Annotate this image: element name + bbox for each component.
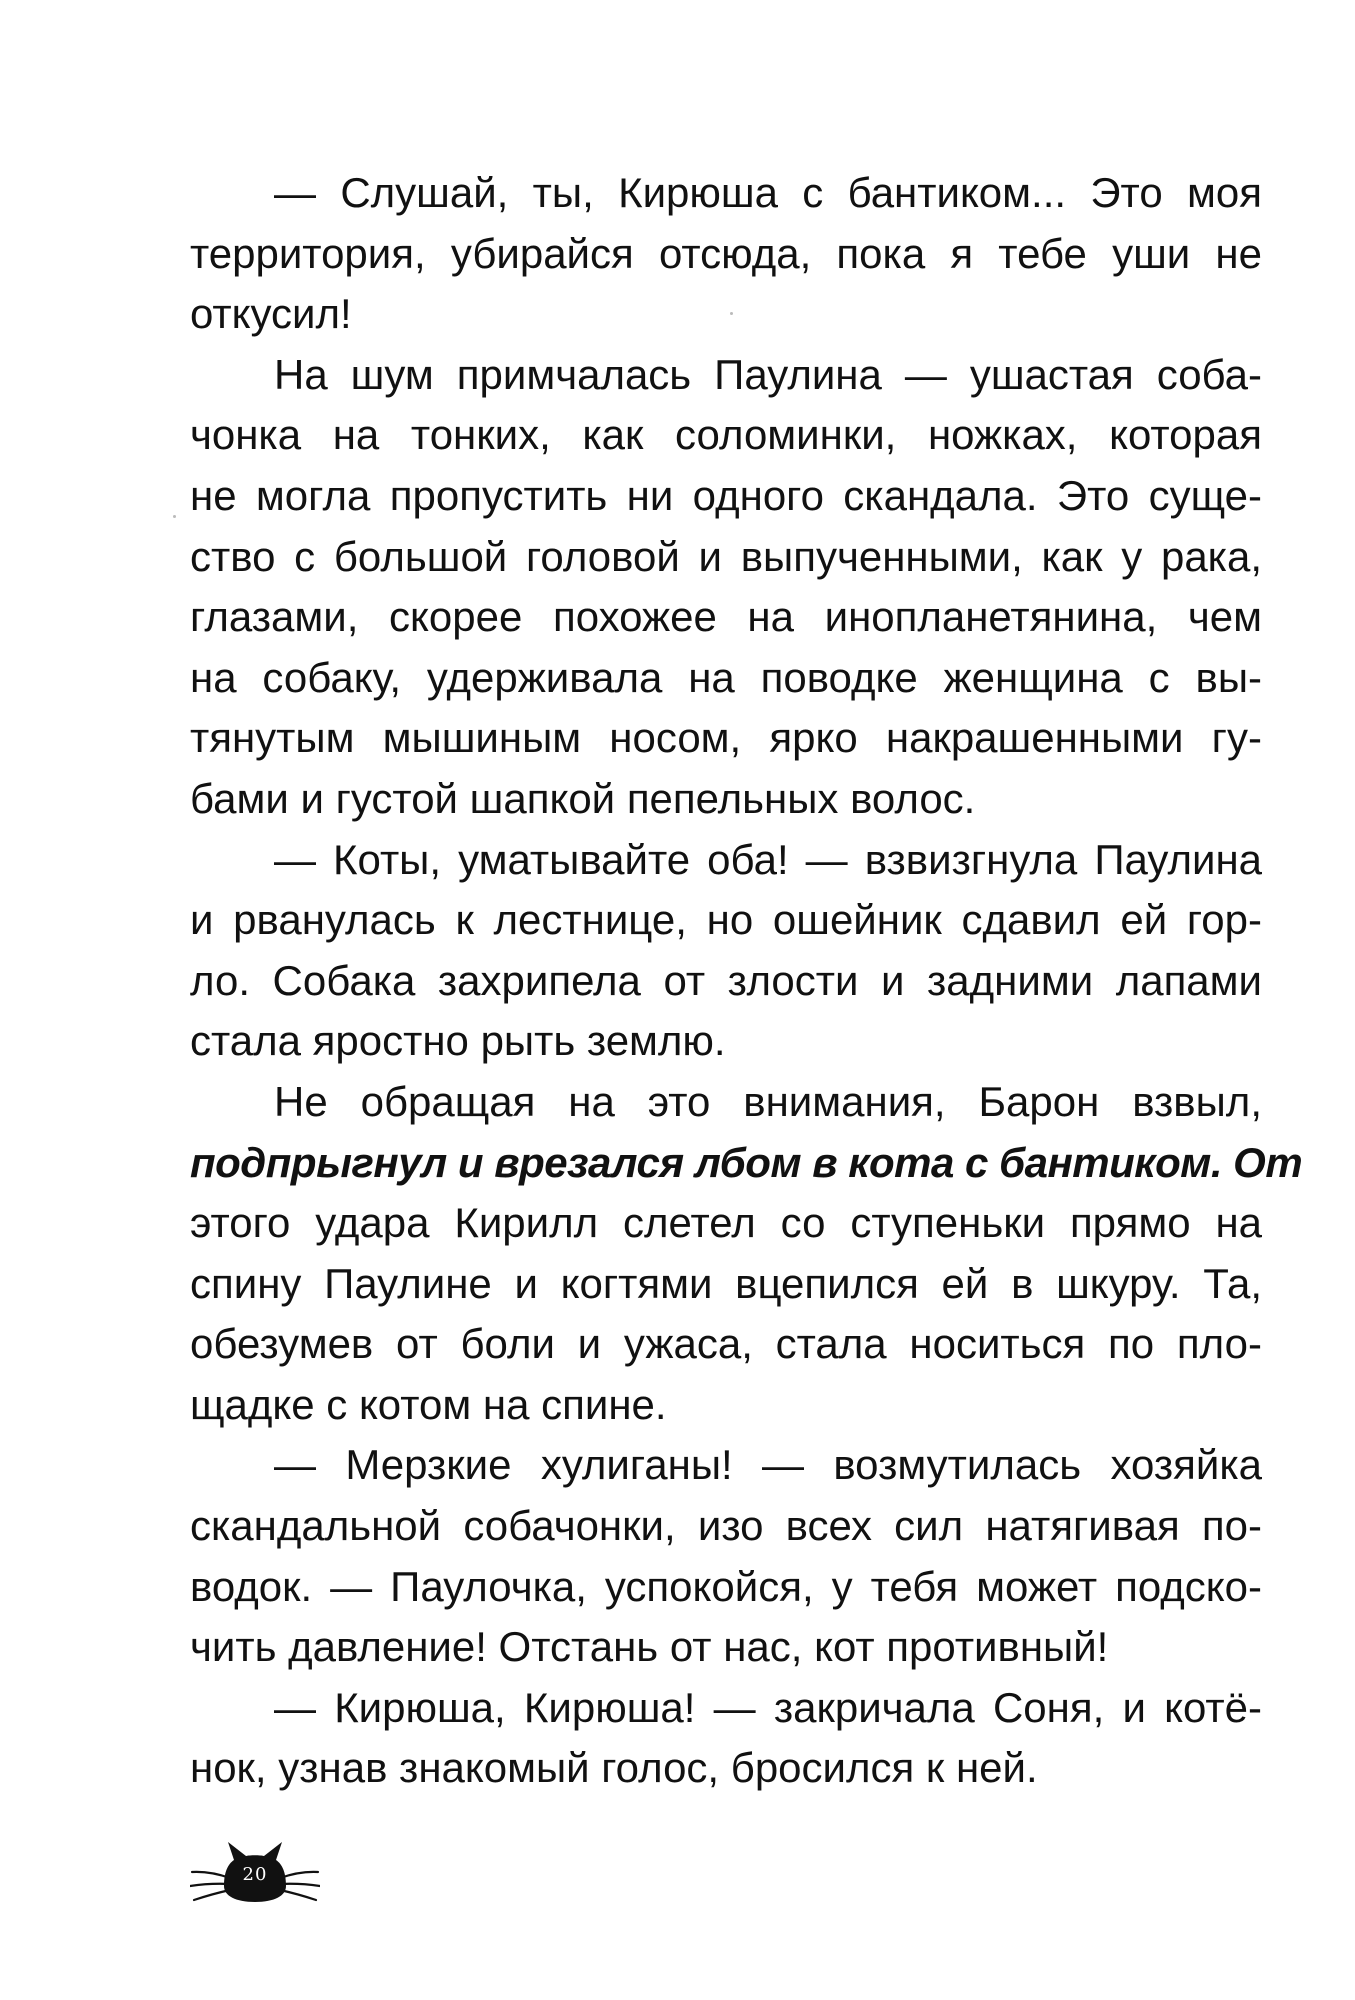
text-line: обезумев от боли и ужаса, стала носиться по пло-: [190, 1320, 1262, 1368]
text-line: нок, узнав знакомый голос, бросился к ней.: [190, 1744, 1038, 1792]
text-line: на собаку, удерживала на поводке женщина с вы-: [190, 653, 1262, 701]
text-line: стала яростно рыть землю.: [190, 1017, 726, 1065]
page-number-badge: [190, 1838, 320, 1908]
body-text: [190, 163, 1303, 1799]
page-number: 20: [242, 1864, 268, 1885]
text-line: щадке с котом на спине.: [190, 1380, 667, 1428]
text-line: — Кирюша, Кирюша! — закричала Соня, и котё-: [274, 1683, 1262, 1731]
text-line: бами и густой шапкой пепельных волос.: [190, 774, 976, 822]
text-line: спину Паулине и когтями вцепился ей в шкуру. Та,: [190, 1259, 1262, 1307]
scan-speck: [730, 312, 733, 315]
text-line: водок. — Паулочка, успокойся, у тебя может подско-: [190, 1562, 1262, 1610]
text-line: этого удара Кирилл слетел со ступеньки прямо на: [190, 1199, 1262, 1247]
text-line: подпрыгнул и врезался лбом в кота с бантиком. От: [190, 1138, 1303, 1186]
text-line: и рванулась к лестнице, но ошейник сдавил ей гор-: [190, 896, 1262, 944]
text-line: ство с большой головой и выпученными, как у рака,: [190, 532, 1262, 580]
text-line: Не обращая на это внимания, Барон взвыл,: [274, 1077, 1262, 1125]
text-line: глазами, скорее похожее на инопланетянина, чем: [190, 593, 1262, 641]
text-line: откусил!: [190, 290, 352, 338]
text-line: тянутым мышиным носом, ярко накрашенными гу-: [190, 714, 1262, 762]
text-line: скандальной собачонки, изо всех сил натягивая по-: [190, 1502, 1262, 1550]
text-line: территория, убирайся отсюда, пока я тебе уши не: [190, 229, 1262, 277]
text-line: — Коты, уматывайте оба! — взвизгнула Паулина: [274, 835, 1262, 883]
text-line: На шум примчалась Паулина — ушастая соба-: [274, 350, 1262, 398]
text-line: чить давление! Отстань от нас, кот противный!: [190, 1623, 1109, 1671]
text-line: ло. Собака захрипела от злости и задними лапами: [190, 956, 1262, 1004]
text-line: не могла пропустить ни одного скандала. Это суще-: [190, 471, 1262, 519]
text-line: — Слушай, ты, Кирюша с бантиком... Это моя: [274, 169, 1262, 216]
text-line: — Мерзкие хулиганы! — возмутилась хозяйка: [274, 1441, 1262, 1489]
text-line: чонка на тонких, как соломинки, ножках, которая: [190, 411, 1262, 459]
scan-speck: [173, 515, 176, 518]
